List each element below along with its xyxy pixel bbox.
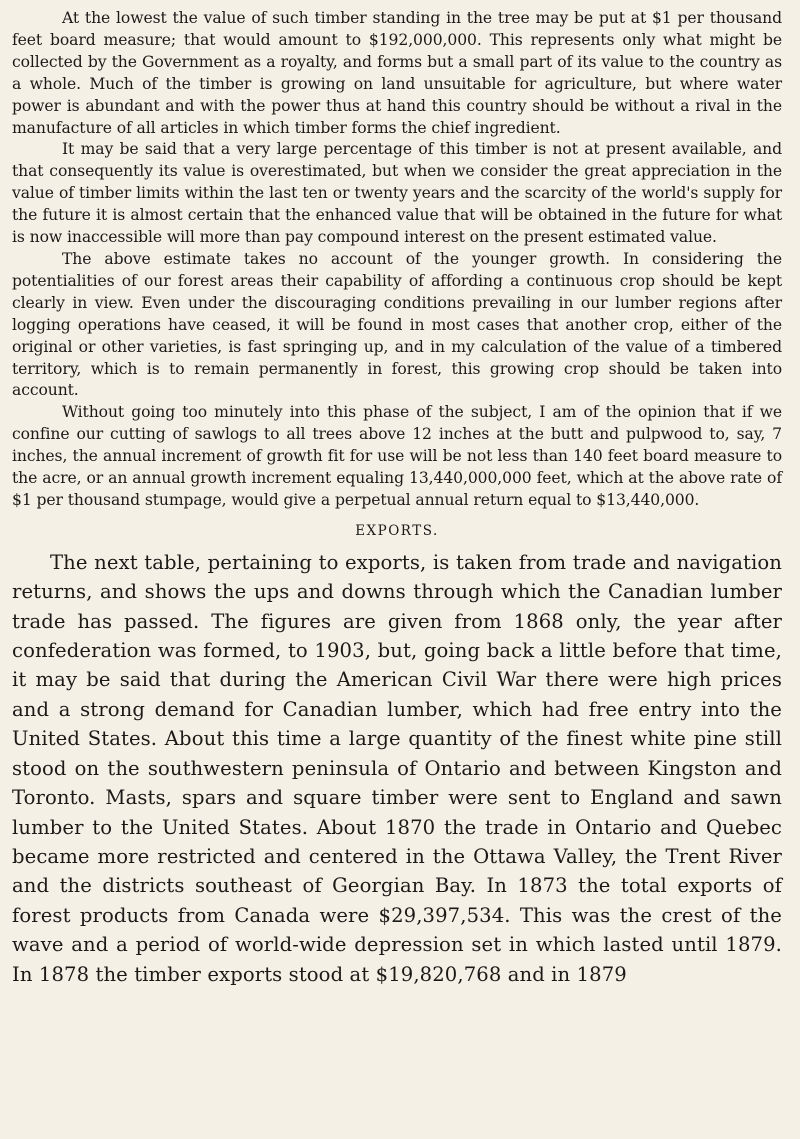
paragraph-timber-value: At the lowest the value of such timber standing in the tree may be put at $1 per thousand feet board measure; that would amount to $192,000,000. This represents only what might be collected by the Government as a royalty, and forms but a small part of its value to the country as a whole. Much of the timber is growing on land unsuitable for agriculture, but where water power is abundant and with the power thus at hand this country should be without a rival in the manufacture of all articles in which timber forms the chief ingredient. <box>12 9 782 137</box>
section-heading-exports: EXPORTS. <box>355 522 439 539</box>
paragraph-availability: It may be said that a very large percentage of this timber is not at present available, and that consequently its value is overestimated, but when we consider the great appreciation in the value of timber limits within the last ten or twenty years and the scarcity of the world's supply for the future it is almost certain that the enhanced value that will be obtained in the future for what is now inaccessible will more than pay compound interest on the present estimated value. <box>12 140 782 247</box>
paragraph-annual-increment: Without going too minutely into this phase of the subject, I am of the opinion that if we confine our cutting of sawlogs to all trees above 12 inches at the butt and pulpwood to, say, 7 inches, the annual increment of growth fit for use will be not less than 140 feet board measure to the acre, or an annual growth increment equaling 13,440,000,000 feet, which at the above rate of $1 per thousand stumpage, would give a perpetual annual return equal to $13,440,000. <box>12 403 782 509</box>
paragraph-younger-growth: The above estimate takes no account of the younger growth. In considering the potentialities of our forest areas their capability of affording a continuous crop should be kept clearly in view. Even under the discouraging conditions prevailing in our lumber regions after logging operations have ceased, it will be found in most cases that another crop, either of the original or other varieties, is fast springing up, and in my calculation of the value of a timbered territory, which is to remain permanently in forest, this growing crop should be taken into account. <box>12 249 782 400</box>
paragraph-exports: The next table, pertaining to exports, is taken from trade and navigation returns, and shows the ups and downs through which the Canadian lumber trade has passed. The figures are given from 1868 only, the year after confederation was formed, to 1903, but, going back a little before that time, it may be said that during the American Civil War there were high prices and a strong demand for Canadian lumber, which had free entry into the United States. About this time a large quantity of the finest white pine still stood on the southwestern peninsula of Ontario and between Kingston and Toronto. Masts, spars and square timber were sent to England and sawn lumber to the United States. About 1870 the trade in Ontario and Quebec became more restricted and centered in the Ottawa Valley, the Trent River and the districts southeast of Georgian Bay. In 1873 the total exports of forest products from Canada were $29,397,534. This was the crest of the wave and a period of world-wide depression set in which lasted until 1879. In 1878 the timber exports stood at $19,820,768 and in 1879 <box>12 550 782 986</box>
